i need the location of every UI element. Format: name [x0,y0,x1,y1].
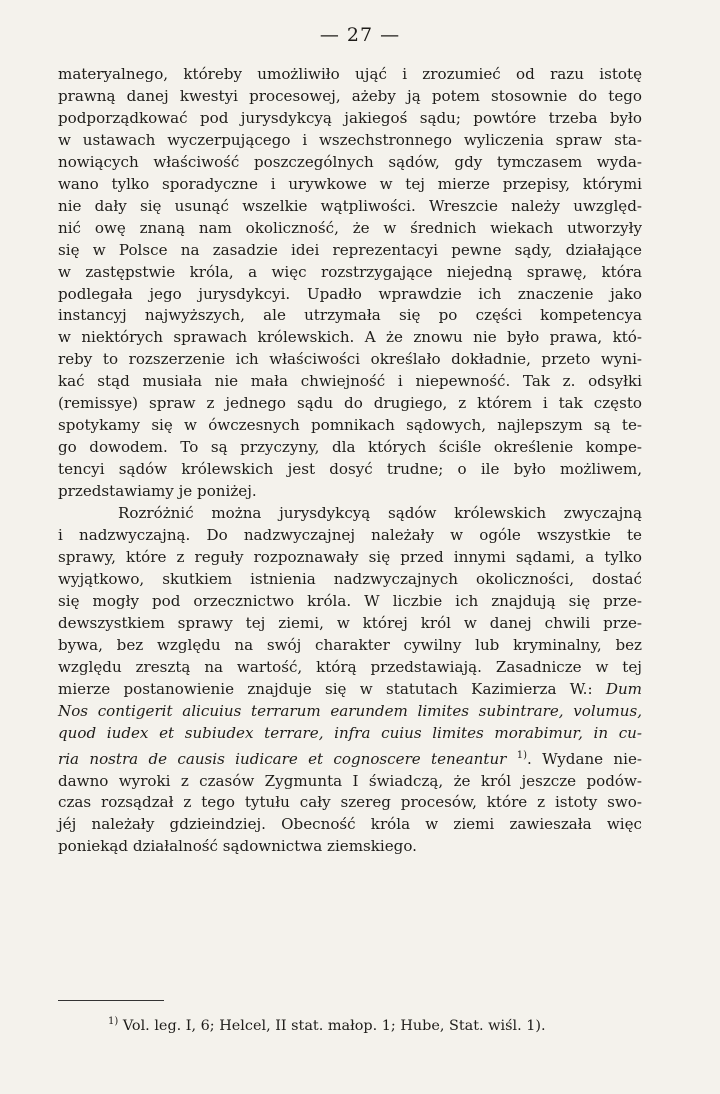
paragraph-2-line: czas rozsądzał z tego tytułu cały szereg procesów, które z istoty swo- [58,793,642,812]
latin-quote-line: quod iudex et subiudex terrare, infra cuius limites morabimur, in cu- [58,723,642,742]
paragraph-2-line: ria nostra de causis iudicare et cognoscere teneantur $^{1)}$. Wydane nie- [58,749,642,768]
paragraph-1-line: się w Polsce na zasadzie idei reprezentacyi pewne sądy, działające [58,240,642,259]
paragraph-1-line: w niektórych sprawach królewskich. A że znowu nie było prawa, któ- [58,328,642,347]
latin-quote-end: ria nostra de causis iudicare et cognoscere teneantur [58,749,507,768]
paragraph-2-line: względu zresztą na wartość, którą przedstawiają. Zasadnicze w tej [58,657,642,676]
paragraph-2-line: jéj należały gdzieindziej. Obecność króla w ziemi zawieszała więc [58,815,642,834]
paragraph-1-line: go dowodem. To są przyczyny, dla których ściśle określenie kompe- [58,438,642,457]
paragraph-2-line: wyjątkowo, skutkiem istnienia nadzwyczajnych okoliczności, dostać [58,569,642,588]
latin-quote-line: Nos contigerit alicuius terrarum earundem limites subintrare, volumus, [58,701,642,720]
paragraph-2 [58,503,642,858]
paragraph-1-line: nowiących właściwość poszczególnych sądów, gdy tymczasem wyda- [58,152,642,171]
paragraph-1-line: podporządkować pod jurysdykcyą jakiegoś sądu; powtóre trzeba było [58,108,642,127]
paragraph-1-line: kać stąd musiała nie mała chwiejność i niepewność. Tak z. odsyłki [58,372,642,391]
paragraph-1 [58,64,642,503]
paragraph-1-line: nie dały się usunąć wszelkie wątpliwości. Wreszcie należy uwzględ- [58,196,642,215]
paragraph-1-line: materyalnego, któreby umożliwiło ująć i zrozumieć od razu istotę [58,65,642,83]
paragraph-1-line: wano tylko sporadyczne i urywkowe w tej mierze przepisy, którymi [58,174,642,193]
paragraph-1-line: spotykamy się w ówczesnych pomnikach sądowych, najlepszym są te- [58,416,642,435]
paragraph-1-line: w zastępstwie króla, a więc rozstrzygające niejedną sprawę, która [58,262,642,281]
paragraph-2-line: dawno wyroki z czasów Zygmunta I świadczą, że król jeszcze podów- [58,771,642,790]
footnote-separator [58,1000,164,1001]
paragraph-1-line: (remissye) spraw z jednego sądu do drugiego, z którem i tak często [58,394,642,413]
paragraph-1-line: tencyi sądów królewskich jest dosyć trudne; o ile było możliwem, [58,460,642,479]
main-text [58,64,642,858]
paragraph-1-line: w ustawach wyczerpującego i wszechstronnego wyliczenia spraw sta- [58,130,642,149]
page-number: — 27 — [319,24,401,46]
paragraph-2-line: bywa, bez względu na swój charakter cywilny lub kryminalny, bez [58,635,642,654]
paragraph-2-line: Rozróżnić można jurysdykcyą sądów królewskich zwyczajną [118,504,642,523]
paragraph-1-line: nić owę znaną nam okoliczność, że w średnich wiekach utworzyły [58,218,642,237]
paragraph-1-line: przedstawiamy je poniżej. [58,482,257,501]
footnote-marker: 1) [108,1016,119,1027]
footnote-reference: 1) [516,749,527,761]
paragraph-2-line: dewszystkiem sprawy tej ziemi, w której król w danej chwili prze- [58,613,642,632]
footnote-text: Vol. leg. I, 6; Helcel, II stat. małop. 1; Hube, Stat. wiśl. 1). [122,1018,546,1034]
paragraph-2-line: i nadzwyczajną. Do nadzwyczajnej należały w ogóle wszystkie te [58,526,642,545]
paragraph-1-line: instancyj najwyższych, ale utrzymała się po części kompetencya [58,306,642,325]
paragraph-2-line: mierze postanowienie znajduje się w statutach Kazimierza W.: Dum [58,679,642,698]
paragraph-1-line: prawną danej kwestyi procesowej, ażeby ją potem stosownie do tego [58,86,642,105]
paragraph-1-line: reby to rozszerzenie ich właściwości określało dokładnie, przeto wyni- [58,350,642,369]
footnote [108,1013,628,1035]
paragraph-2-line: się mogły pod orzecznictwo króla. W liczbie ich znajdują się prze- [58,591,642,610]
paragraph-1-line: podlegała jego jurysdykcyi. Upadło wprawdzie ich znaczenie jako [58,284,642,303]
paragraph-2-line: sprawy, które z reguły rozpoznawały się przed innymi sądami, a tylko [58,547,642,566]
paragraph-2-line: poniekąd działalność sądownictwa ziemskiego. [58,837,417,856]
latin-quote-start: Dum [605,679,642,698]
